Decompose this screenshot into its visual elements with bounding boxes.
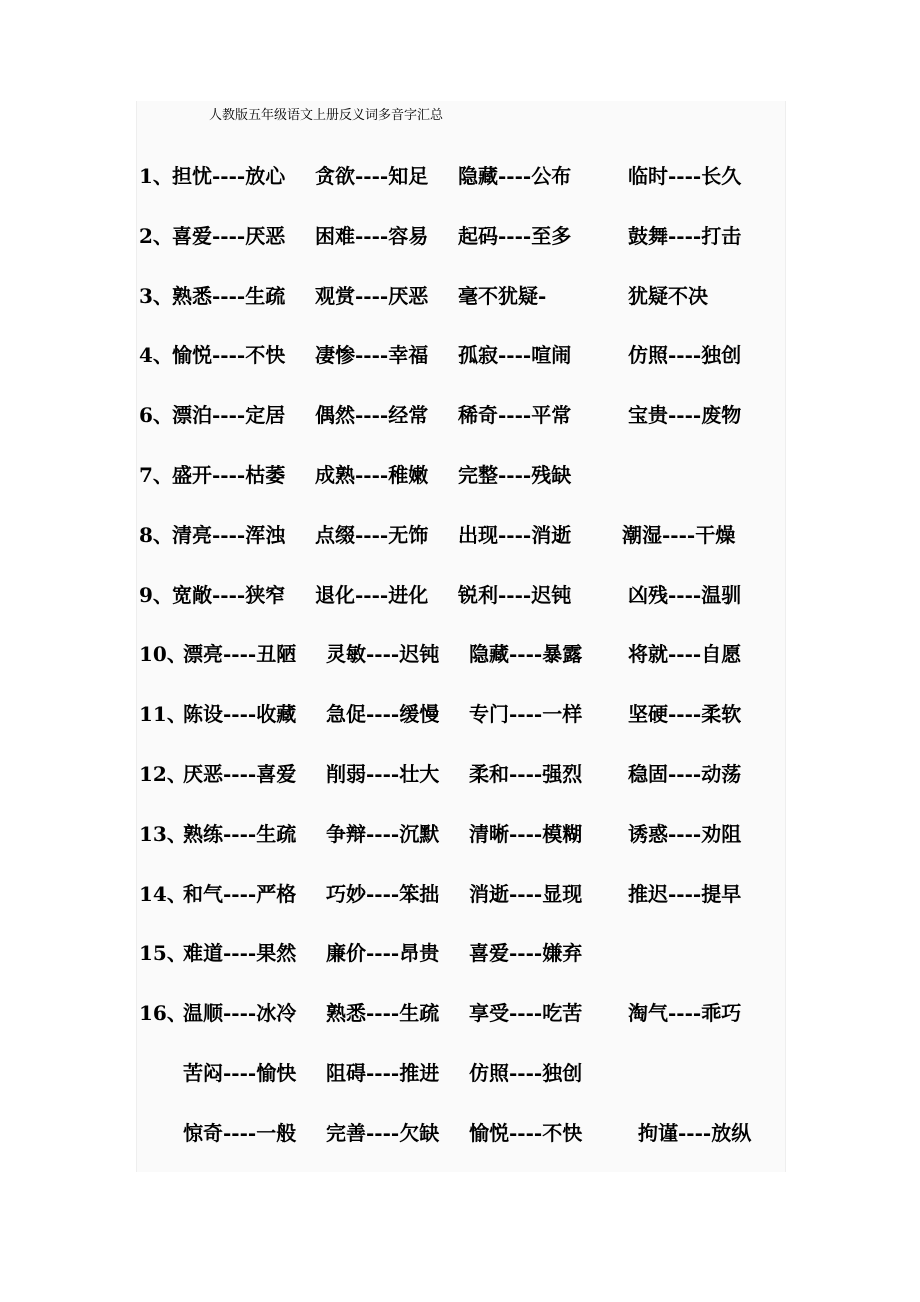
antonym-pair: 潮湿----干燥 xyxy=(622,522,736,547)
antonym-pair: 成熟----稚嫩 xyxy=(315,463,429,487)
antonym-row xyxy=(0,580,920,610)
antonym-pair: 仿照----独创 xyxy=(628,343,742,368)
antonym-pair: 灵敏----迟钝 xyxy=(326,642,440,667)
antonym-pair: 消逝----显现 xyxy=(469,881,583,906)
antonym-row xyxy=(0,639,920,669)
row-number: 4、 xyxy=(139,343,173,368)
antonym-row xyxy=(0,520,920,550)
antonym-pair: 起码----至多 xyxy=(458,223,572,248)
antonym-pair: 苦闷----愉快 xyxy=(183,1061,297,1085)
antonym-pair: 仿照----独创 xyxy=(469,1061,583,1085)
antonym-pair: 坚硬----柔软 xyxy=(628,702,742,727)
antonym-row xyxy=(0,460,920,490)
antonym-pair: 厌恶----喜爱 xyxy=(183,762,297,786)
antonym-pair: 清亮----浑浊 xyxy=(172,522,286,547)
antonym-row xyxy=(0,819,920,849)
row-number: 7、 xyxy=(139,463,173,487)
antonym-pair: 出现----消逝 xyxy=(458,522,572,547)
antonym-row xyxy=(0,400,920,430)
antonym-pair: 享受----吃苦 xyxy=(469,1001,583,1026)
antonym-pair: 陈设----收藏 xyxy=(183,702,297,727)
row-number: 14、 xyxy=(139,881,187,906)
antonym-pair: 漂泊----定居 xyxy=(172,403,286,428)
antonym-pair: 巧妙----笨拙 xyxy=(326,881,440,906)
antonym-pair: 温顺----冰冷 xyxy=(183,1001,297,1026)
antonym-pair: 急促----缓慢 xyxy=(326,702,440,727)
row-number: 2、 xyxy=(139,223,173,248)
antonym-pair: 盛开----枯萎 xyxy=(172,463,286,487)
antonym-row xyxy=(0,699,920,729)
antonym-row xyxy=(0,281,920,311)
row-number: 15、 xyxy=(139,941,187,966)
antonym-pair: 和气----严格 xyxy=(183,881,297,906)
antonym-row xyxy=(0,879,920,909)
antonym-pair: 难道----果然 xyxy=(183,941,297,966)
antonym-pair: 凶残----温驯 xyxy=(628,582,742,607)
antonym-pair: 宽敞----狭窄 xyxy=(172,582,286,607)
antonym-pair: 愉悦----不快 xyxy=(469,1120,583,1145)
antonym-pair: 削弱----壮大 xyxy=(326,762,440,786)
row-number: 12、 xyxy=(139,762,187,786)
antonym-pair: 愉悦----不快 xyxy=(172,343,286,368)
antonym-pair: 稀奇----平常 xyxy=(458,403,572,428)
antonym-pair: 隐藏----公布 xyxy=(458,164,572,188)
antonym-pair: 犹疑不决 xyxy=(628,283,708,308)
antonym-pair: 完善----欠缺 xyxy=(326,1120,440,1145)
row-number: 9、 xyxy=(139,582,173,607)
antonym-pair: 专门----一样 xyxy=(469,702,583,727)
antonym-pair: 宝贵----废物 xyxy=(628,403,742,428)
antonym-pair: 诱惑----劝阻 xyxy=(628,821,742,846)
antonym-row xyxy=(0,998,920,1028)
antonym-row xyxy=(0,1118,920,1148)
antonym-pair: 退化----进化 xyxy=(315,582,429,607)
antonym-pair: 喜爱----厌恶 xyxy=(172,223,286,248)
antonym-row xyxy=(0,759,920,789)
antonym-pair: 稳固----动荡 xyxy=(628,762,742,786)
antonym-pair: 担忧----放心 xyxy=(172,164,286,188)
antonym-pair: 惊奇----一般 xyxy=(183,1120,297,1145)
antonym-pair: 凄惨----幸福 xyxy=(315,343,429,368)
row-number: 11、 xyxy=(139,702,187,727)
antonym-pair: 偶然----经常 xyxy=(315,403,429,428)
row-number: 16、 xyxy=(139,1001,187,1026)
antonym-pair: 拘谨----放纵 xyxy=(638,1120,752,1145)
antonym-pair: 毫不犹疑- xyxy=(458,283,547,308)
antonym-pair: 柔和----强烈 xyxy=(469,762,583,786)
antonym-pair: 孤寂----喧闹 xyxy=(458,343,572,368)
antonym-pair: 观赏----厌恶 xyxy=(315,283,429,308)
antonym-pair: 熟悉----生疏 xyxy=(326,1001,440,1026)
row-number: 8、 xyxy=(139,522,173,547)
antonym-pair: 漂亮----丑陋 xyxy=(183,642,297,667)
row-number: 1、 xyxy=(139,164,173,188)
antonym-pair: 阻碍----推进 xyxy=(326,1061,440,1085)
antonym-pair: 鼓舞----打击 xyxy=(628,223,742,248)
antonym-row xyxy=(0,221,920,251)
antonym-pair: 熟练----生疏 xyxy=(183,821,297,846)
antonym-pair: 喜爱----嫌弃 xyxy=(469,941,583,966)
antonym-row xyxy=(0,161,920,191)
row-number: 10、 xyxy=(139,642,187,667)
row-number: 13、 xyxy=(139,821,187,846)
antonym-pair: 推迟----提早 xyxy=(628,881,742,906)
antonym-row xyxy=(0,938,920,968)
row-number: 3、 xyxy=(139,283,173,308)
antonym-pair: 清晰----模糊 xyxy=(469,821,583,846)
row-number: 6、 xyxy=(139,403,173,428)
antonym-pair: 锐利----迟钝 xyxy=(458,582,572,607)
antonym-pair: 争辩----沉默 xyxy=(326,821,440,846)
antonym-row xyxy=(0,340,920,370)
antonym-pair: 将就----自愿 xyxy=(628,642,742,667)
antonym-pair: 熟悉----生疏 xyxy=(172,283,286,308)
antonym-pair: 隐藏----暴露 xyxy=(469,642,583,667)
antonym-pair: 点缀----无饰 xyxy=(315,522,429,547)
antonym-pair: 临时----长久 xyxy=(628,164,742,188)
antonym-pair: 贪欲----知足 xyxy=(315,164,429,188)
antonym-row xyxy=(0,1058,920,1088)
antonym-pair: 淘气----乖巧 xyxy=(628,1001,742,1026)
antonym-pair: 完整----残缺 xyxy=(458,463,572,487)
antonym-pair: 廉价----昂贵 xyxy=(326,941,440,966)
document-title: 人教版五年级语文上册反义词多音字汇总 xyxy=(209,108,444,123)
antonym-pair: 困难----容易 xyxy=(315,223,429,248)
